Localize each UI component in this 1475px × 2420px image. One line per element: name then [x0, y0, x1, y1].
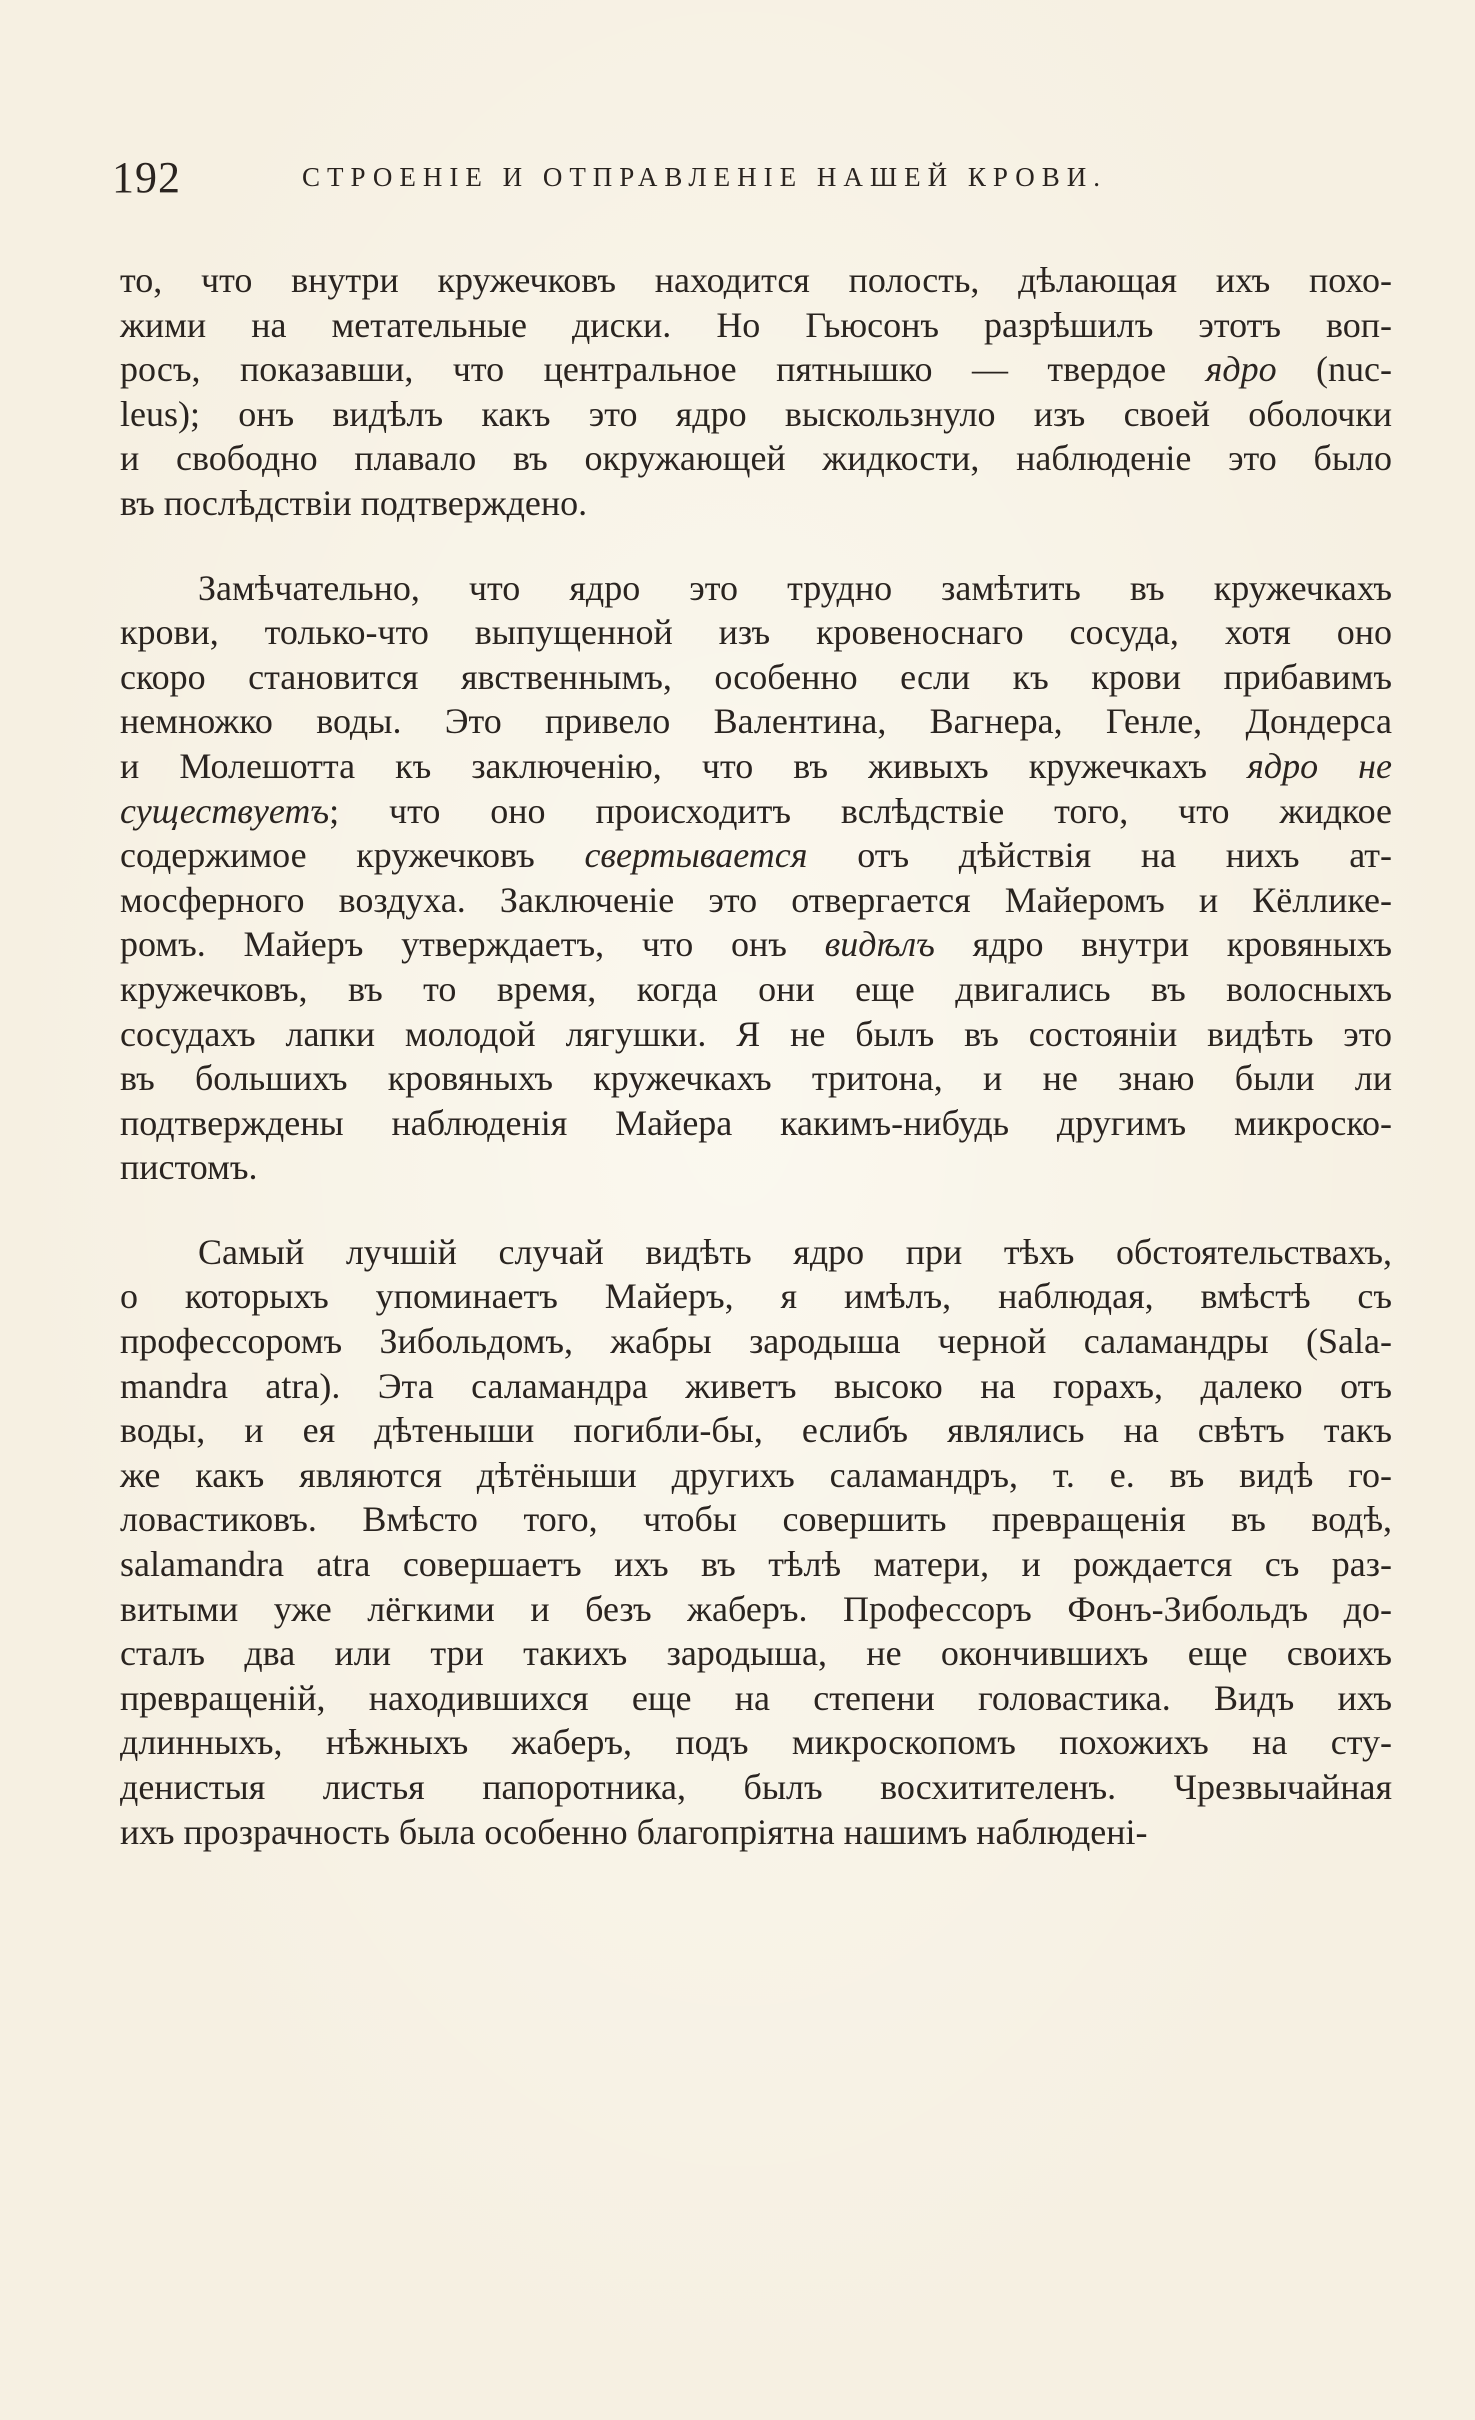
running-title: СТРОЕНІЕ И ОТПРАВЛЕНІЕ НАШЕЙ КРОВИ. — [302, 162, 1107, 192]
text-line: превращеній, находившихся еще на степени головастика. Видъ ихъ — [120, 1677, 1392, 1718]
text-line: воды, и ея дѣтеныши погибли-бы, еслибъ являлись на свѣтъ такъ — [120, 1410, 1392, 1451]
text-line: пистомъ. — [120, 1147, 258, 1188]
text-line: въ послѣдствіи подтверждено. — [120, 482, 588, 523]
paragraph — [120, 258, 1392, 526]
text-line: сталъ два или три такихъ зародыша, не окончившихъ еще своихъ — [120, 1633, 1392, 1674]
text-line: немножко воды. Это привело Валентина, Вагнера, Генле, Дондерса — [120, 701, 1392, 742]
italic-emphasis: ядро — [1205, 349, 1277, 390]
paragraph-gap — [120, 526, 1392, 566]
text-line: и свободно плавало въ окружающей жидкости, наблюденіе это было — [120, 438, 1392, 479]
text-line: ловастиковъ. Вмѣсто того, чтобы совершить превращенія въ водѣ, — [120, 1499, 1392, 1540]
text-line: денистыя листья папоротника, былъ восхитителенъ. Чрезвычайная — [120, 1767, 1392, 1807]
text-line: сосудахъ лапки молодой лягушки. Я не былъ въ состояніи видѣть это — [120, 1013, 1392, 1054]
page-number: 192 — [112, 153, 181, 202]
text-run: содержимое кружечковъ — [120, 835, 585, 876]
paragraph — [120, 1230, 1392, 1854]
text-line — [120, 347, 1392, 392]
text-line: мосферного воздуха. Заключеніе это отвергается Майеромъ и Кёллике- — [120, 879, 1392, 920]
running-head — [112, 152, 1372, 212]
text-line: Замѣчательно, что ядро это трудно замѣтить въ кружечкахъ — [198, 567, 1392, 608]
text-line — [120, 833, 1392, 878]
text-line — [120, 789, 1392, 834]
italic-emphasis: существуетъ — [120, 790, 330, 831]
text-line: ихъ прозрачность была особенно благопріятна нашимъ наблюдені- — [120, 1811, 1148, 1852]
text-line: длинныхъ, нѣжныхъ жаберъ, подъ микроскопомъ похожихъ на сту- — [120, 1722, 1392, 1763]
text-line: жими на метательные диски. Но Гьюсонъ разрѣшилъ этотъ воп- — [120, 304, 1392, 345]
paragraph-gap — [120, 1190, 1392, 1230]
text-line: въ большихъ кровяныхъ кружечкахъ тритона, и не знаю были ли — [120, 1058, 1392, 1099]
text-run: ; что оно происходитъ вслѣдствіе того, что жидкое — [329, 790, 1392, 831]
italic-emphasis: ядро не — [1247, 745, 1392, 786]
text-line: leus); онъ видѣлъ какъ это ядро выскользнуло изъ своей оболочки — [120, 393, 1392, 434]
text-run: (nuc- — [1276, 349, 1392, 390]
text-run: отъ дѣйствія на нихъ ат- — [807, 835, 1392, 876]
text-run: ядро внутри кровяныхъ — [934, 924, 1392, 965]
text-line — [120, 744, 1392, 789]
text-line: о которыхъ упоминаетъ Майеръ, я имѣлъ, наблюдая, вмѣстѣ съ — [120, 1276, 1392, 1317]
text-line: же какъ являются дѣтёныши другихъ саламандръ, т. е. въ видѣ го- — [120, 1454, 1392, 1495]
text-run: ромъ. Майеръ утверждаетъ, что онъ — [120, 924, 825, 965]
italic-emphasis: свертывается — [584, 835, 808, 876]
text-line: кружечковъ, въ то время, когда они еще двигались въ волосныхъ — [120, 968, 1392, 1009]
text-line: крови, только-что выпущенной изъ кровеноснаго сосуда, хотя оно — [120, 612, 1392, 653]
text-line: то, что внутри кружечковъ находится полость, дѣлающая ихъ похо- — [120, 260, 1392, 300]
text-line — [120, 922, 1392, 967]
text-run: и Молешотта къ заключенію, что въ живыхъ кружечкахъ — [120, 745, 1248, 786]
text-line: профессоромъ Зибольдомъ, жабры зародыша черной саламандры (Sala- — [120, 1321, 1392, 1362]
text-line: Самый лучшій случай видѣть ядро при тѣхъ обстоятельствахъ, — [198, 1231, 1392, 1272]
text-line: mandra atra). Эта саламандра живетъ высоко на горахъ, далеко отъ — [120, 1365, 1392, 1406]
text-line: витыми уже лёгкими и безъ жаберъ. Профессоръ Фонъ-Зибольдъ до- — [120, 1588, 1392, 1629]
body-text — [120, 258, 1392, 1854]
text-line: подтверждены наблюденія Майера какимъ-нибудь другимъ микроско- — [120, 1102, 1392, 1143]
paragraph — [120, 566, 1392, 1190]
text-line: скоро становится явственнымъ, особенно если къ крови прибавимъ — [120, 656, 1392, 697]
text-run: росъ, показавши, что центральное пятнышко — твердое — [120, 349, 1206, 390]
italic-emphasis: видѣлъ — [824, 924, 935, 965]
text-line: salamandra atra совершаетъ ихъ въ тѣлѣ матери, и рождается съ раз- — [120, 1544, 1392, 1585]
